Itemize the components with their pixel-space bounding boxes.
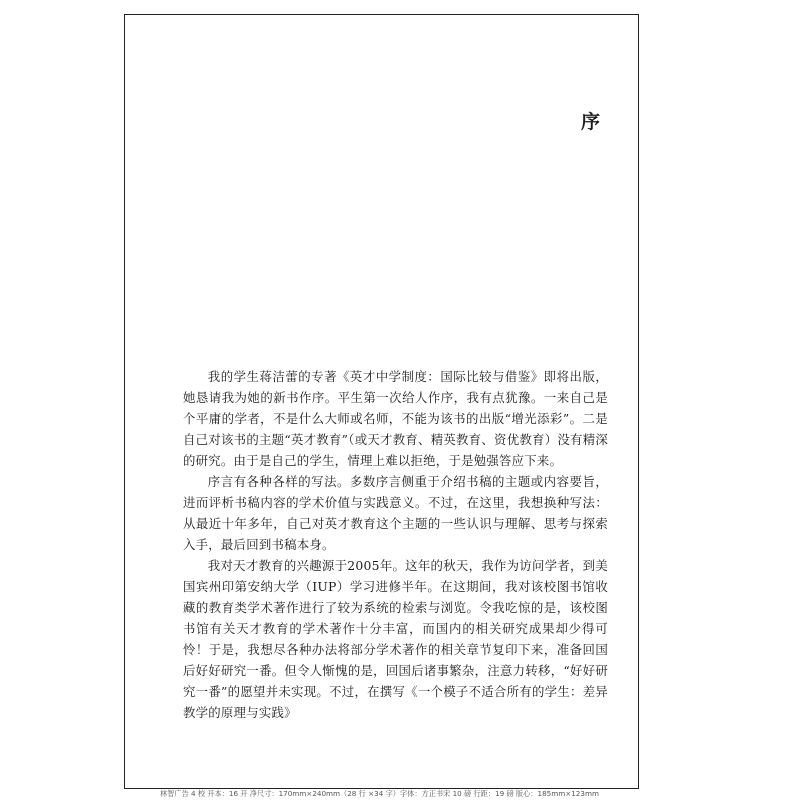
paragraph-1: 我的学生蒋洁蕾的专著《英才中学制度：国际比较与借鉴》即将出版，她恳请我为她的新书作序。平生第一次给人作序，我有点犹豫。一来自己是个平庸的学者，不是什么大师或名师，不能为该书的出版“增光添彩”。二是自己对该书的主题“英才教育”（或天才教育、精英教育、资优教育）没有精深的研究。由于是自己的学生，情理上难以拒绝，于是勉强答应下来。 xyxy=(183,369,608,468)
print-spec-footer: 林智广告 4 校 开本：16 开 净尺寸：170mm×240mm（28 行 ×34 字）字体：方正书宋 10 磅 行距：19 磅 版心：185mm×123mm xyxy=(160,789,599,798)
paragraph-3: 我对天才教育的兴趣源于2005年。这年的秋天，我作为访问学者，到美国宾州印第安纳大学（IUP）学习进修半年。在这期间，我对该校图书馆收藏的教育类学术著作进行了较为系统的检索与浏览。令我吃惊的是，该校图书馆有关天才教育的学术著作十分丰富，而国内的相关研究成果却少得可怜！于是，我想尽各种办法将部分学术著作的相关章节复印下来，准备回国后好好研究一番。但令人惭愧的是，回国后诸事繁杂，注意力转移，“好好研究一番”的愿望并未实现。不过，在撰写《一个模子不适合所有的学生：差异教学的原理与实践》 xyxy=(183,558,608,720)
preface-body xyxy=(183,366,608,723)
paragraph-2: 序言有各种各样的写法。多数序言侧重于介绍书稿的主题或内容要旨，进而评析书稿内容的学术价值与实践意义。不过，在这里，我想换种写法：从最近十年多年，自己对英才教育这个主题的一些认识与理解、思考与探索入手，最后回到书稿本身。 xyxy=(183,474,608,552)
page-title: 序 xyxy=(581,111,601,133)
